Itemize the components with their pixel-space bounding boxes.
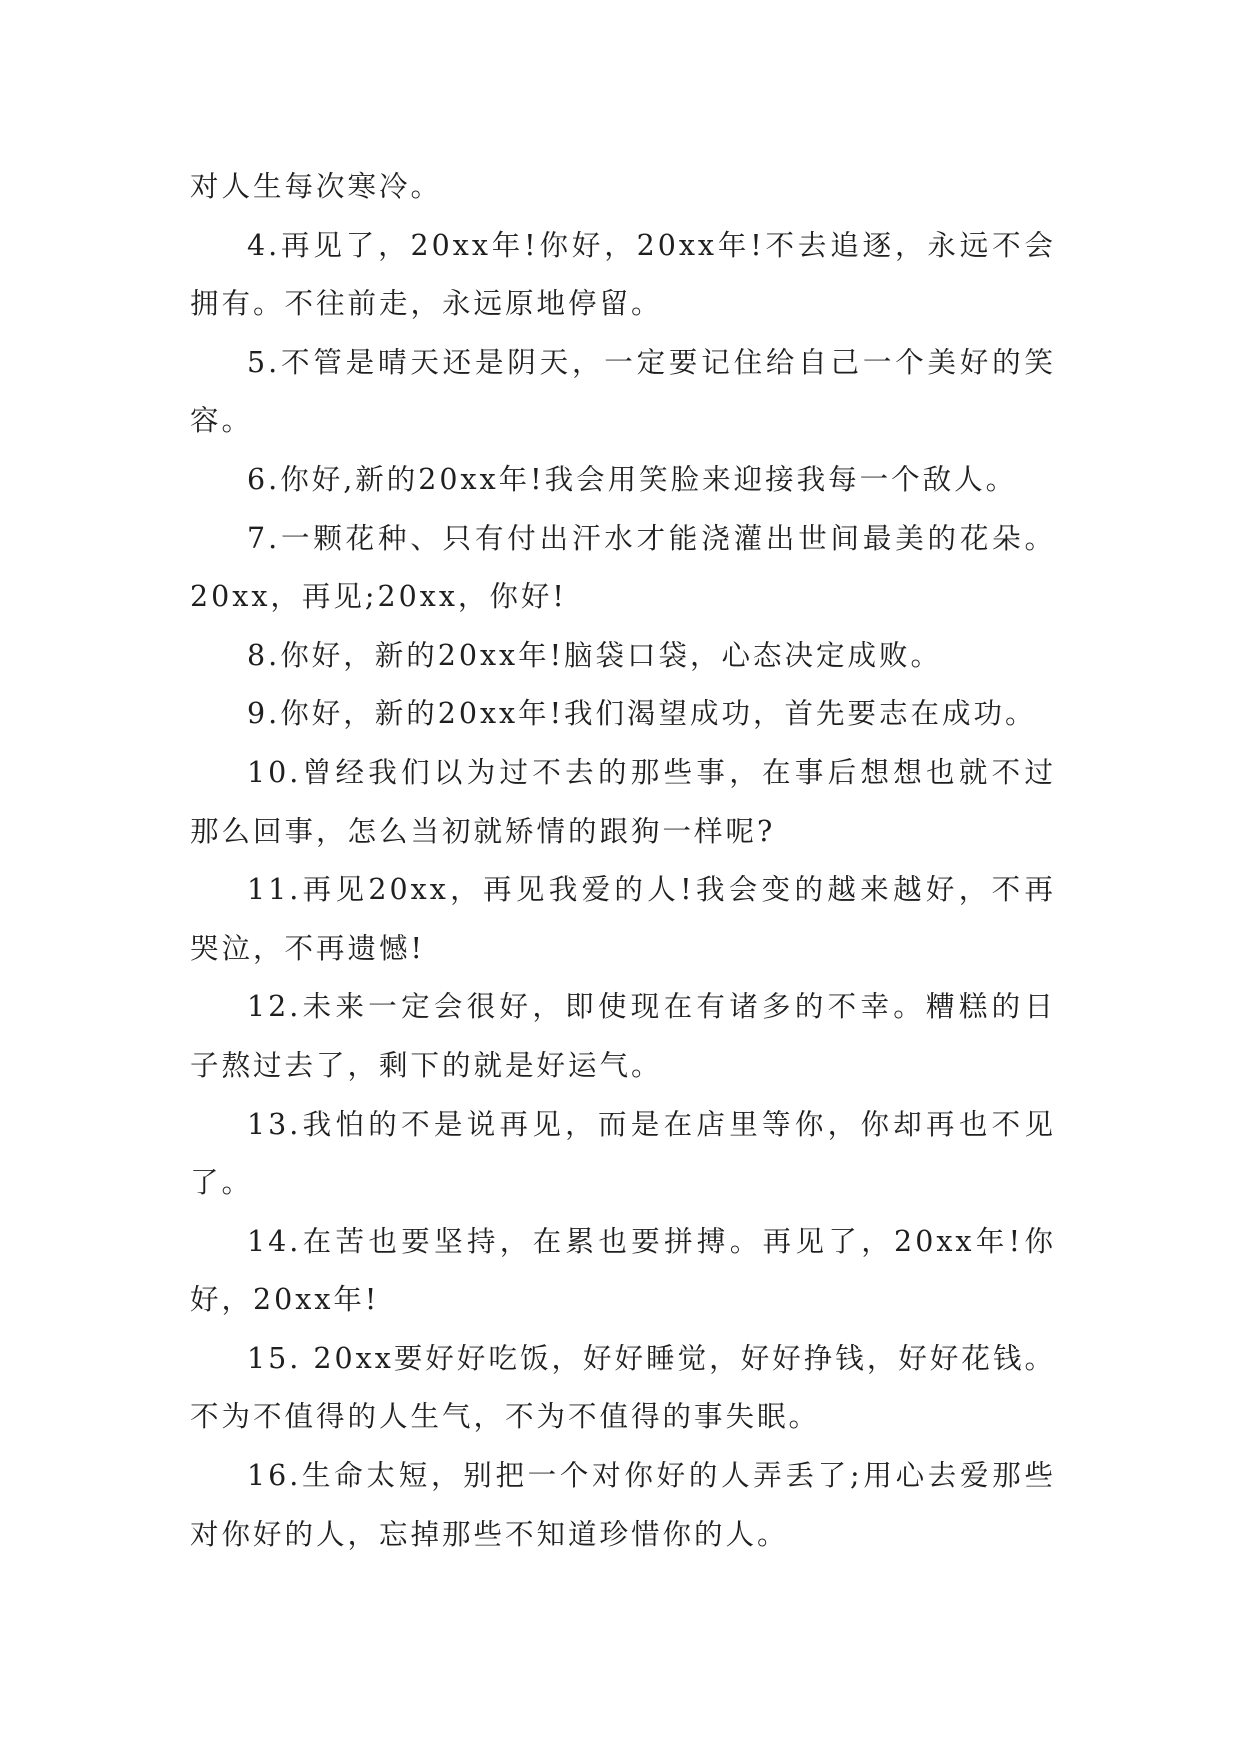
paragraph-item-15: 15. 20xx要好好吃饭，好好睡觉，好好挣钱，好好花钱。不为不值得的人生气，不为不值得的事失眠。 [190,1341,1056,1434]
paragraph-item-13: 13.我怕的不是说再见，而是在店里等你，你却再也不见了。 [190,1107,1056,1200]
paragraph-item-4: 4.再见了，20xx年!你好，20xx年!不去追逐，永远不会拥有。不往前走，永远原地停留。 [190,228,1056,321]
paragraph-item-7: 7.一颗花种、只有付出汗水才能浇灌出世间最美的花朵。20xx，再见;20xx，你好! [190,521,1056,614]
paragraph-item-10: 10.曾经我们以为过不去的那些事，在事后想想也就不过那么回事，怎么当初就矫情的跟狗一样呢? [190,755,1056,848]
paragraph-item-5: 5.不管是晴天还是阴天，一定要记住给自己一个美好的笑容。 [190,345,1056,438]
paragraph-item-16: 16.生命太短，别把一个对你好的人弄丢了;用心去爱那些对你好的人，忘掉那些不知道珍惜你的人。 [190,1459,1056,1551]
paragraph-item-8: 8.你好，新的20xx年!脑袋口袋，心态决定成败。 [247,638,943,672]
paragraph-item-11: 11.再见20xx，再见我爱的人!我会变的越来越好，不再哭泣，不再遗憾! [190,873,1056,965]
paragraph-item-9: 9.你好，新的20xx年!我们渴望成功，首先要志在成功。 [247,697,1037,731]
paragraph-item-6: 6.你好,新的20xx年!我会用笑脸来迎接我每一个敌人。 [247,462,1018,496]
document-body [190,158,1056,1564]
paragraph-continuation: 对人生每次寒冷。 [190,170,443,203]
paragraph-item-12: 12.未来一定会很好，即使现在有诸多的不幸。糟糕的日子熬过去了，剩下的就是好运气。 [190,990,1056,1082]
paragraph-item-14: 14.在苦也要坚持，在累也要拼搏。再见了，20xx年!你好，20xx年! [190,1224,1056,1317]
